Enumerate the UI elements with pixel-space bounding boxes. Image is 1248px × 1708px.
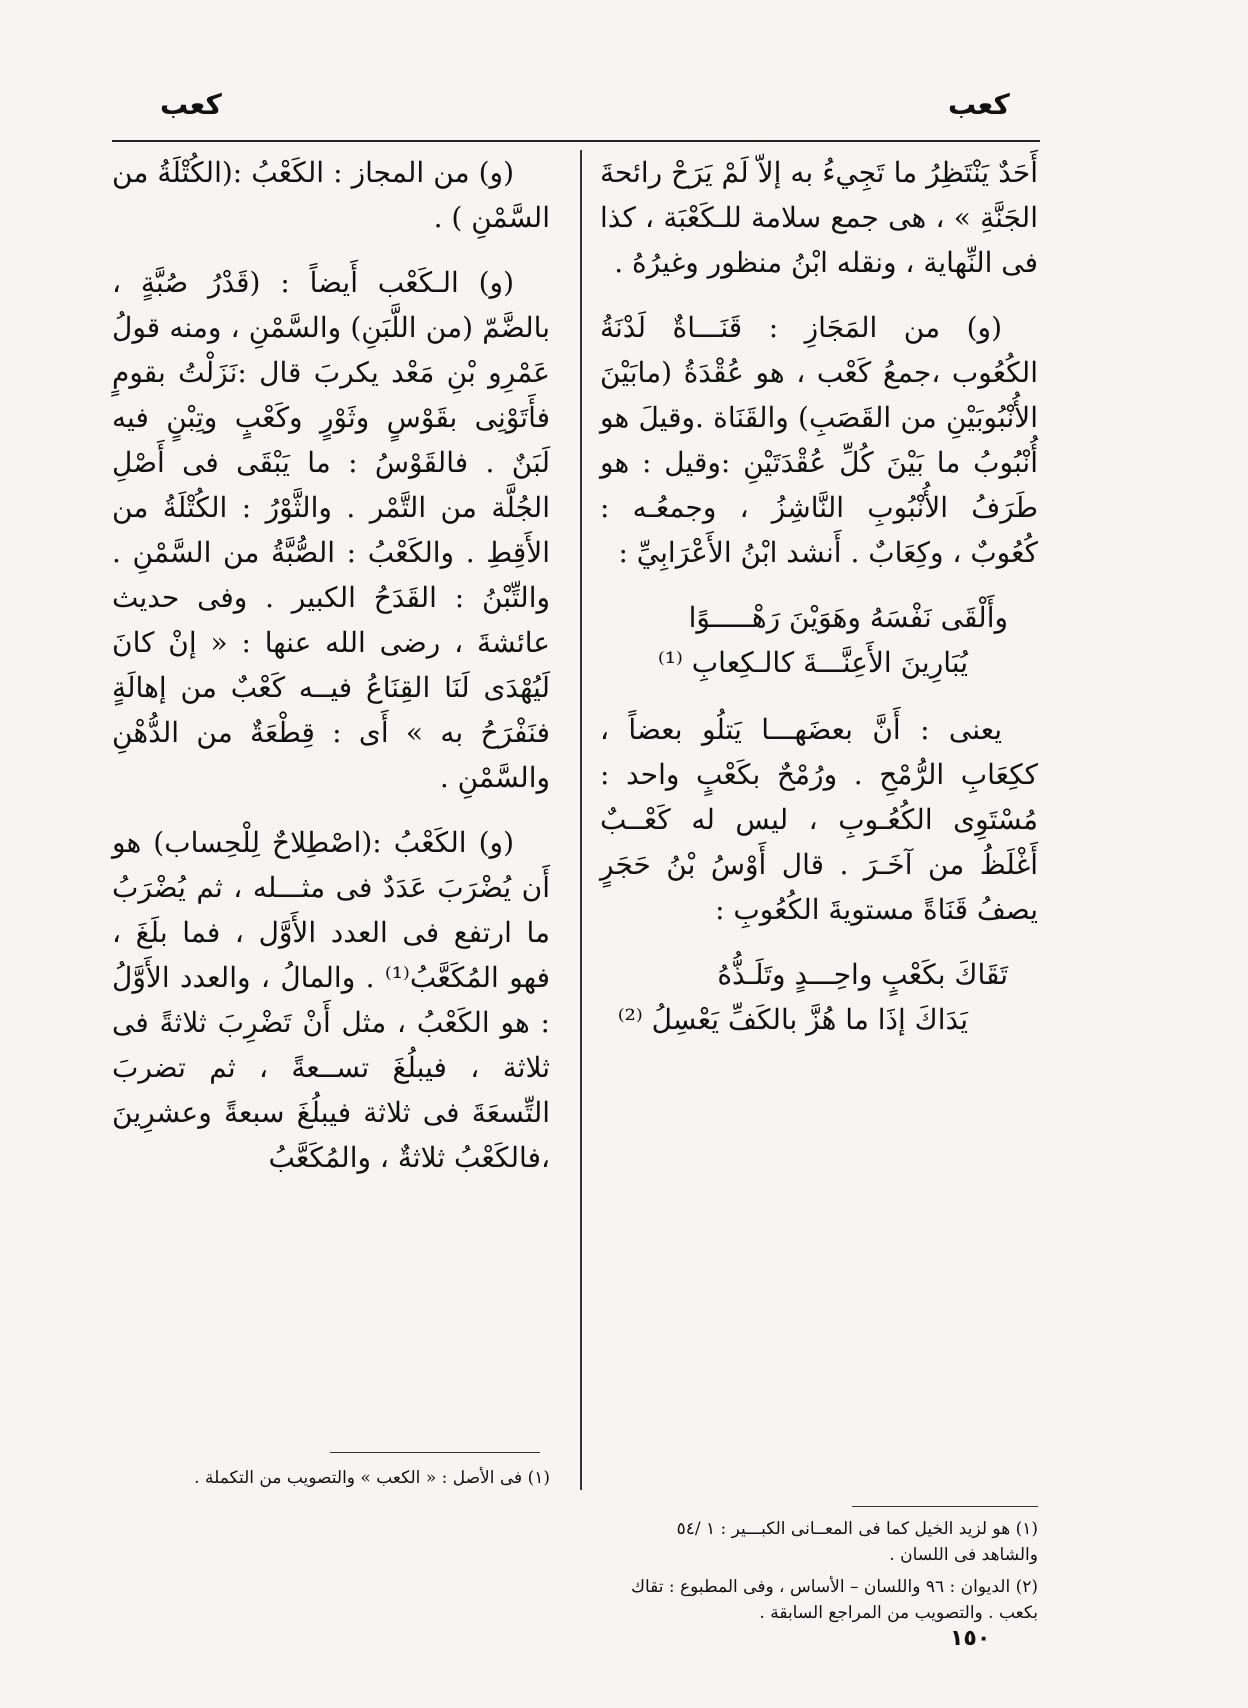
footnotes-right [620, 1516, 1038, 1632]
footnote-rule-right [852, 1506, 1038, 1507]
footnote-right-1: (١) هو لزيد الخيل كما فى المعــانى الكبـــير : ١ /٥٤ والشاهد فى اللسان . [676, 1519, 1038, 1565]
right-column [600, 150, 1038, 1064]
footnotes-left [130, 1465, 550, 1497]
footnote-rule-left [330, 1452, 540, 1453]
verse-1-line-2: يُبَارِينَ الأَعِنَّـــةَ كالـكِعابِ ⁽¹⁾ [657, 646, 968, 679]
right-paragraph-2: (و) من المَجَازِ : قَنَـــاةٌ لَدْنَةُ الكُعُوب ،جمعُ كَعْب ، هو عُقْدَةُ (مابَيْنَ الأُنْبُوبَيْنِ من القَصَبِ) والقَنَاة .وقيلَ هو أُنْبُوبُ ما بَيْنَ كُلِّ عُقْدَتَيْنِ :وقيل : هو طَرَفُ الأُنْبُوبِ النَّاشِزُ ، وجمعُـه : كُعُوبٌ ، وكِعَابٌ . أَنشد ابْنُ الأَعْرَابِيِّ : [600, 311, 1038, 569]
footnote-left-1: (١) فى الأصل : « الكعب » والتصويب من التكملة . [194, 1468, 550, 1488]
page-number: ١٥٠ [950, 1626, 991, 1651]
right-paragraph-3: يعنى : أَنَّ بعضَهـــا يَتلُو بعضاً ، ككِعَابِ الرُّمْحِ . ورُمْحٌ بكَعْبٍ واحد : مُسْتَوِى الكُعُـوبِ ، ليس له كَعْــبٌ أَغْلَظُ من آخَـرَ . قال أَوْسُ بْنُ حَجَرٍ يصفُ قَنَاةً مستويةَ الكُعُوبِ : [600, 713, 1038, 926]
left-paragraph-3: (و) الكَعْبُ :(اصْطِلاحٌ لِلْحِساب) هو أَن يُضْرَبَ عَدَدٌ فى مثـــله ، ثم يُضْرَبُ ما ارتفع فى العدد الأَوَّل ، فما بلَغَ ، فهو المُكَعَّبُ⁽¹⁾ . والمالُ ، والعدد الأَوَّلُ : هو الكَعْبُ ، مثل أَنْ تَضْرِبَ ثلاثةً فى ثلاثة ، فيبلُغَ تســعةً ، ثم تضربَ التِّسعَةَ فى ثلاثة فيبلُغَ سبعةً وعشرِينَ ،فالكَعْبُ ثلاثةٌ ، والمُكَعَّبُ [112, 826, 550, 1174]
header-rule [112, 140, 1040, 142]
running-head-left: كعب [160, 88, 222, 121]
verse-2-line-2: يَدَاكَ إذَا ما هُزَّ بالكَفِّ يَعْسِلُ ⁽²⁾ [617, 1003, 968, 1036]
verse-2 [600, 952, 1038, 1042]
column-divider [580, 150, 582, 1490]
left-paragraph-1: (و) من المجاز : الكَعْبُ :(الكُتْلَةُ من السَّمْنِ ) . [112, 156, 550, 234]
verse-1 [600, 595, 1038, 685]
left-column [112, 150, 550, 1200]
verse-1-line-1: وأَلْقَى نَفْسَهُ وهَوَيْنَ رَهْـــــوًا [688, 601, 1008, 634]
running-head-right: كعب [948, 88, 1010, 121]
right-paragraph-1: أَحَدٌ يَنْتَظِرُ ما تَجِيءُ به إلاّ لَمْ يَرَحْ رائحةَ الجَنَّةِ » ، هى جمع سلامة للـكَعْبَة ، كذا فى النِّهاية ، ونقله ابْنُ منظور وغيرُهُ . [600, 156, 1038, 279]
footnote-right-2: (٢) الديوان : ٩٦ واللسان – الأساس ، وفى المطبوع : تقاك بكعب . والتصويب من المراجع السابقة . [630, 1577, 1038, 1623]
verse-2-line-1: تَقَاكَ بكَعْبٍ واحِـــدٍ وتَلَـذُّهُ [717, 958, 1008, 991]
left-paragraph-2: (و) الـكَعْب أَيضاً : (قَدْرُ صُبَّةٍ ، بالضَّمّ (من اللَّبَنِ) والسَّمْنِ ، ومنه قولُ عَمْرِو بْنِ مَعْد يكربَ قال :نَزَلْتُ بقومٍ فأَتَوْنِى بقَوْسٍ وثَوْرٍ وكَعْبٍ وتِبْنٍ فيه لَبَنٌ . فالقَوْسُ : ما يَبْقَى فى أَصْلِ الجُلَّة من التَّمْر . والثَّوْرُ : الكُتْلَةُ من الأَقِطِ . والكَعْبُ : الصُّبَّةُ من السَّمْنِ . والتِّبْنُ : القَدَحُ الكبير . وفى حديث عائشةَ ، رضى الله عنها : « إنْ كانَ لَيُهْدَى لَنَا القِنَاعُ فيــه كَعْبٌ من إهالَةٍ فنَفْرَحُ به » أَى : قِطْعَةٌ من الدُّهْنِ والسَّمْنِ . [112, 266, 550, 794]
